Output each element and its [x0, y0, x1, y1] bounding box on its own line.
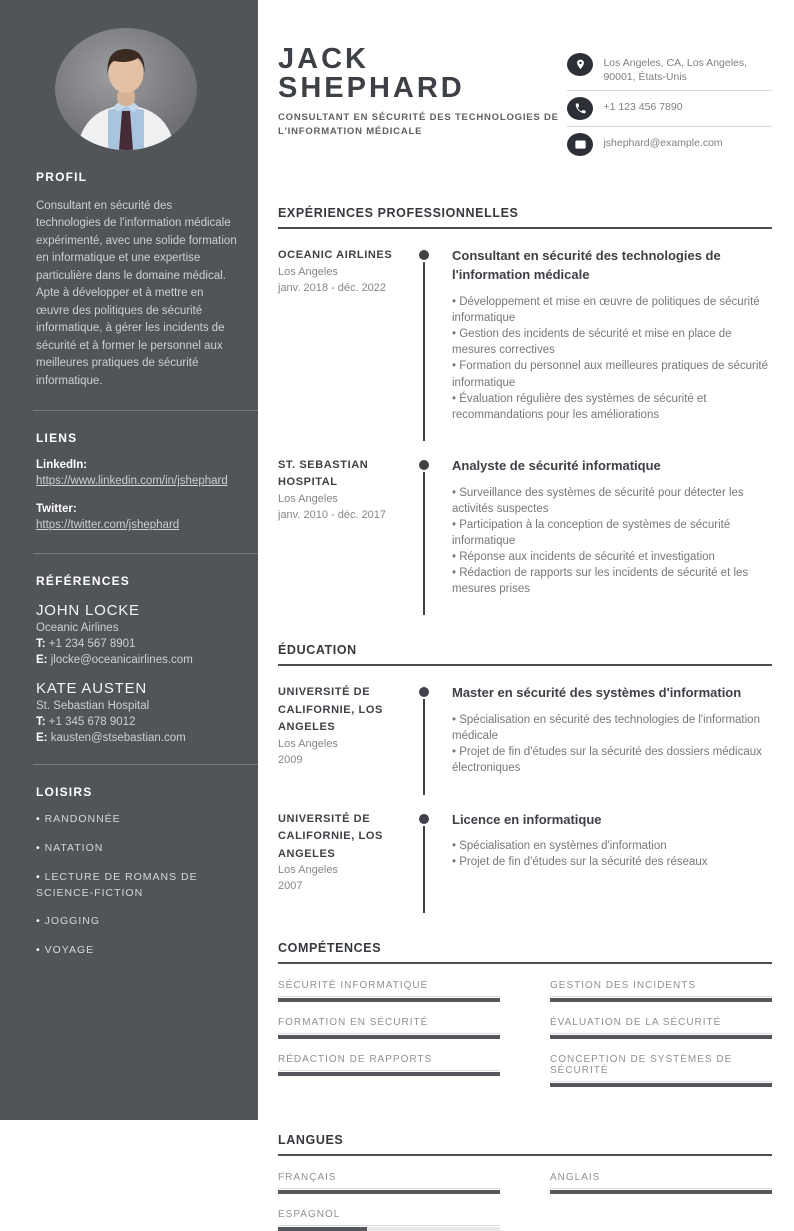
entry-bullets — [438, 838, 772, 870]
reference-item — [36, 680, 238, 744]
entry-location: Los Angeles — [278, 738, 338, 751]
location-icon — [567, 53, 593, 76]
phone-value: +1 234 567 8901 — [48, 638, 136, 651]
contact-row-address — [567, 47, 772, 91]
timeline-dot — [419, 460, 429, 470]
language-item — [278, 1209, 500, 1231]
entry-bullets — [438, 485, 772, 598]
timeline — [410, 247, 438, 422]
entry-body — [438, 684, 772, 776]
skill-bar — [278, 1035, 500, 1039]
reference-name: KATE AUSTEN — [36, 680, 148, 698]
entry-dates: 2007 — [278, 880, 303, 893]
entry-meta — [278, 247, 410, 422]
reference-company: Oceanic Airlines — [36, 622, 119, 635]
link-item — [36, 459, 238, 489]
skill-bar — [550, 1083, 772, 1087]
entry-title: Analyste de sécurité informatique — [452, 457, 661, 473]
entry-org: UNIVERSITÉ DE CALIFORNIE, LOS ANGELES — [278, 686, 383, 734]
profile-text: Consultant en sécurité des technologies de l'information médicale expérimenté, avec une solide formation en informatique et une expertise particulière dans le domaine médical. Apte à développer et à mettre en œuvre des politiques de sécurité informatique, à gérer les incidents de sécurité et à former le personnel aux meilleures pratiques de sécurité informatique. — [36, 200, 237, 387]
education-entry — [278, 684, 772, 776]
timeline-line — [423, 262, 425, 440]
language-bar-fill — [278, 1190, 500, 1194]
sidebar-divider — [33, 410, 258, 411]
section-rule — [278, 962, 772, 964]
hobby-item: • JOGGING — [36, 914, 238, 930]
experience-heading: EXPÉRIENCES PROFESSIONNELLES — [278, 206, 519, 221]
last-name: SHEPHARD — [278, 72, 465, 104]
timeline — [410, 811, 438, 896]
bullet-item: • Spécialisation en sécurité des technologies de l'information médicale — [452, 712, 772, 744]
skills-section — [278, 941, 772, 1087]
education-heading: ÉDUCATION — [278, 643, 357, 658]
entry-location: Los Angeles — [278, 492, 338, 505]
languages-grid — [278, 1172, 772, 1231]
skills-heading: COMPÉTENCES — [278, 941, 382, 956]
timeline-line — [423, 826, 425, 914]
entry-dates: janv. 2018 - déc. 2022 — [278, 281, 387, 294]
timeline-line — [423, 699, 425, 794]
section-rule — [278, 227, 772, 229]
email-text: jshephard@example.com — [603, 137, 723, 150]
profile-photo — [55, 28, 197, 150]
bullet-item: • Gestion des incidents de sécurité et mise en place de mesures correctives — [452, 326, 772, 358]
hobby-item: • LECTURE DE ROMANS DE SCIENCE-FICTION — [36, 870, 238, 902]
hobby-item: • NATATION — [36, 841, 238, 857]
skill-item — [278, 1054, 500, 1087]
links-heading: LIENS — [36, 431, 78, 446]
resume-header — [278, 45, 772, 162]
timeline — [410, 684, 438, 776]
phone-label: T: — [36, 716, 46, 729]
skill-bar — [278, 1072, 500, 1076]
entry-meta — [278, 811, 410, 896]
skill-bar-fill — [550, 998, 772, 1002]
name-block — [278, 45, 567, 140]
skill-item — [550, 1017, 772, 1039]
bullet-item: • Formation du personnel aux meilleures pratiques de sécurité informatique — [452, 358, 772, 390]
contact-row-email — [567, 127, 772, 162]
phone-text: +1 123 456 7890 — [603, 101, 683, 114]
entry-body — [438, 247, 772, 422]
link-label: LinkedIn: — [36, 459, 88, 472]
reference-item — [36, 602, 238, 666]
entry-org: ST. SEBASTIAN HOSPITAL — [278, 458, 369, 489]
skill-bar-fill — [278, 998, 500, 1002]
language-bar — [278, 1190, 500, 1194]
entry-bullets — [438, 294, 772, 423]
bullet-item: • Spécialisation en systèmes d'information — [452, 838, 772, 854]
language-item — [550, 1172, 772, 1194]
phone-icon — [567, 97, 593, 120]
sidebar-divider — [33, 553, 258, 554]
entry-dates: 2009 — [278, 754, 303, 766]
entry-title: Master en sécurité des systèmes d'information — [452, 685, 742, 701]
entry-dates: janv. 2010 - déc. 2017 — [278, 508, 387, 521]
profile-section — [36, 170, 238, 390]
entry-location: Los Angeles — [278, 265, 338, 278]
address-text: Los Angeles, CA, Los Angeles, 90001, États-Unis — [603, 57, 748, 84]
language-label: FRANÇAIS — [278, 1172, 500, 1189]
hobby-list — [36, 812, 238, 959]
hobbies-section — [36, 785, 238, 959]
entry-location: Los Angeles — [278, 864, 338, 877]
skill-item — [550, 980, 772, 1002]
language-bar-fill — [278, 1227, 367, 1231]
timeline-dot — [419, 250, 429, 260]
link-url[interactable]: https://www.linkedin.com/in/jshephard — [36, 475, 228, 488]
portrait-illustration — [55, 28, 197, 150]
skill-item — [550, 1054, 772, 1087]
bullet-item: • Évaluation régulière des systèmes de sécurité et recommandations pour les améliorations — [452, 391, 772, 423]
experience-entry — [278, 247, 772, 422]
hobbies-heading: LOISIRS — [36, 785, 93, 800]
skill-item — [278, 1017, 500, 1039]
skill-bar-fill — [550, 1035, 772, 1039]
bullet-item: • Surveillance des systèmes de sécurité pour détecter les activités suspectes — [452, 485, 772, 517]
entry-org: UNIVERSITÉ DE CALIFORNIE, LOS ANGELES — [278, 812, 383, 860]
skill-item — [278, 980, 500, 1002]
entry-body — [438, 457, 772, 598]
sidebar — [0, 0, 258, 1120]
education-entry — [278, 811, 772, 896]
entry-bullets — [438, 712, 772, 776]
main-content — [258, 0, 794, 1221]
skill-bar-fill — [278, 1072, 500, 1076]
bullet-item: • Rédaction de rapports sur les incidents de sécurité et les mesures prises — [452, 565, 772, 597]
profile-heading: PROFIL — [36, 170, 88, 184]
skill-bar — [550, 998, 772, 1002]
timeline-line — [423, 472, 425, 616]
reference-phone — [36, 716, 238, 728]
email-label: E: — [36, 654, 48, 667]
languages-heading: LANGUES — [278, 1133, 344, 1148]
references-heading: RÉFÉRENCES — [36, 574, 131, 589]
skill-bar — [550, 1035, 772, 1039]
email-icon — [567, 133, 593, 156]
language-bar — [550, 1190, 772, 1194]
entry-title: Consultant en sécurité des technologies de l'information médicale — [452, 248, 721, 283]
skill-bar-fill — [278, 1035, 500, 1039]
contact-block — [567, 47, 772, 162]
timeline — [410, 457, 438, 598]
links-section — [36, 431, 238, 533]
language-label: ESPAGNOL — [278, 1209, 500, 1226]
hobby-item: • RANDONNÉE — [36, 812, 238, 828]
skill-bar — [278, 998, 500, 1002]
skill-label: FORMATION EN SÉCURITÉ — [278, 1017, 500, 1034]
timeline-dot — [419, 814, 429, 824]
email-label: E: — [36, 732, 48, 745]
entry-body — [438, 811, 772, 896]
bullet-item: • Projet de fin d'études sur la sécurité des dossiers médicaux électroniques — [452, 744, 772, 776]
first-name: JACK — [278, 43, 369, 75]
reference-email — [36, 654, 238, 666]
references-section — [36, 574, 238, 744]
reference-name: JOHN LOCKE — [36, 602, 140, 620]
bullet-item: • Projet de fin d'études sur la sécurité des réseaux — [452, 854, 772, 870]
reference-phone — [36, 638, 238, 650]
language-bar-fill — [550, 1190, 772, 1194]
skill-label: RÉDACTION DE RAPPORTS — [278, 1054, 500, 1071]
reference-company: St. Sebastian Hospital — [36, 700, 150, 713]
link-item — [36, 503, 238, 533]
education-section — [278, 643, 772, 895]
skills-grid — [278, 980, 772, 1087]
email-value: jlocke@oceanicairlines.com — [50, 654, 193, 667]
skill-label: SÉCURITÉ INFORMATIQUE — [278, 980, 500, 997]
link-label: Twitter: — [36, 503, 77, 516]
skill-label: ÉVALUATION DE LA SÉCURITÉ — [550, 1017, 772, 1034]
bullet-item: • Participation à la conception de systèmes de sécurité informatique — [452, 517, 772, 549]
language-label: ANGLAIS — [550, 1172, 772, 1189]
entry-org: OCEANIC AIRLINES — [278, 249, 393, 262]
phone-label: T: — [36, 638, 46, 651]
timeline-dot — [419, 687, 429, 697]
entry-meta — [278, 684, 410, 776]
job-title: CONSULTANT EN SÉCURITÉ DES TECHNOLOGIES DE L'INFORMATION MÉDICALE — [278, 112, 559, 138]
bullet-item: • Développement et mise en œuvre de politiques de sécurité informatique — [452, 294, 772, 326]
entry-meta — [278, 457, 410, 598]
email-value: kausten@stsebastian.com — [50, 732, 186, 745]
skill-label: GESTION DES INCIDENTS — [550, 980, 772, 997]
hobby-item: • VOYAGE — [36, 943, 238, 959]
experience-entry — [278, 457, 772, 598]
bullet-item: • Réponse aux incidents de sécurité et investigation — [452, 549, 772, 565]
sidebar-divider — [33, 764, 258, 765]
experience-section — [278, 206, 772, 597]
contact-row-phone — [567, 91, 772, 127]
entry-title: Licence en informatique — [452, 811, 602, 827]
section-rule — [278, 1154, 772, 1156]
skill-label: CONCEPTION DE SYSTÈMES DE SÉCURITÉ — [550, 1054, 772, 1082]
skill-bar-fill — [550, 1083, 772, 1087]
language-bar — [278, 1227, 500, 1231]
section-rule — [278, 664, 772, 666]
link-url[interactable]: https://twitter.com/jshephard — [36, 519, 180, 532]
phone-value: +1 345 678 9012 — [48, 716, 136, 729]
languages-section — [278, 1133, 772, 1231]
reference-email — [36, 732, 238, 744]
language-item — [278, 1172, 500, 1194]
